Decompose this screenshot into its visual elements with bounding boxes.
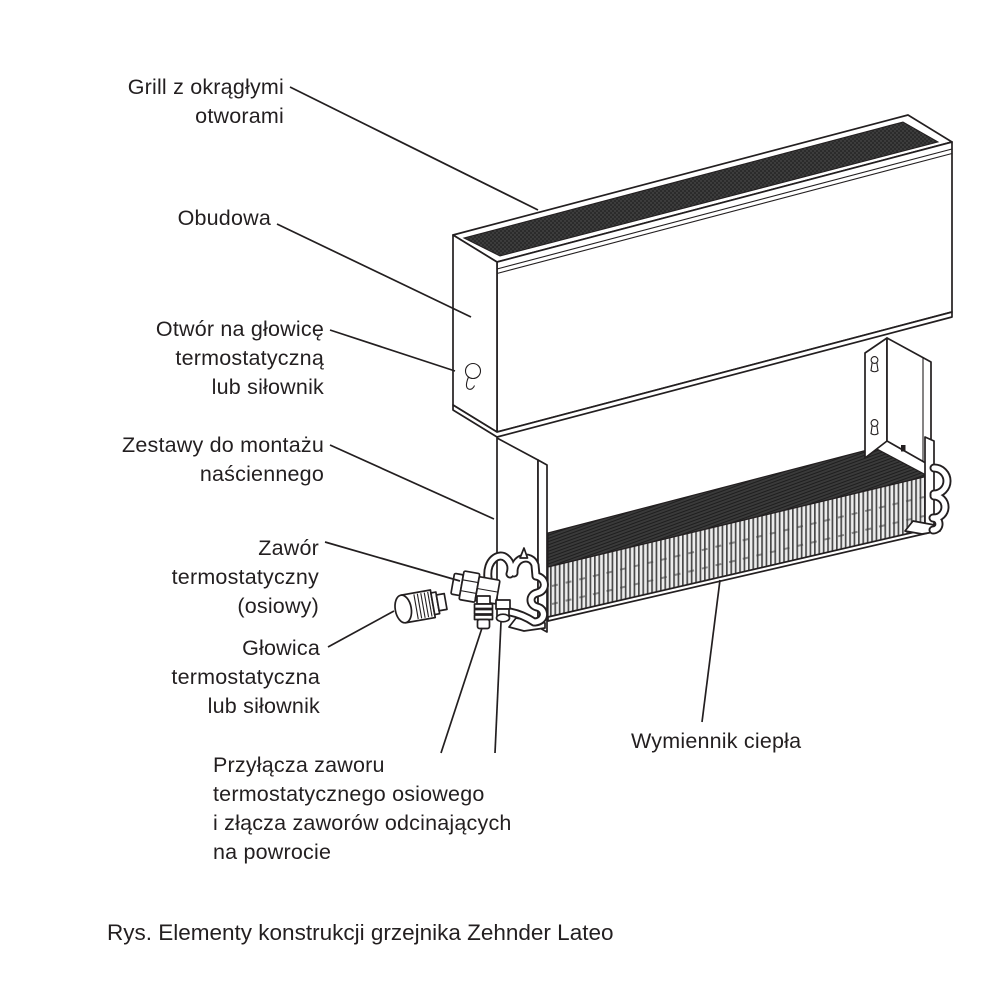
label-line: i złącza zaworów odcinających xyxy=(213,811,512,835)
leader-grill xyxy=(290,87,538,210)
leader-mounting xyxy=(330,445,494,519)
label-exchanger xyxy=(631,727,891,756)
thermostatic-valve xyxy=(450,569,500,606)
label-line: lub siłownik xyxy=(207,694,320,718)
label-line: Otwór na głowicę xyxy=(155,317,324,341)
casing-side-face xyxy=(453,235,497,432)
exchanger-u-bends xyxy=(933,468,947,530)
label-line: termostatyczny xyxy=(171,565,319,589)
leader-head xyxy=(328,611,394,647)
thermostatic-head xyxy=(393,588,448,624)
label-head xyxy=(40,634,320,721)
leader-connection-1 xyxy=(441,628,482,753)
label-line: termostatyczna xyxy=(171,665,320,689)
label-line: otworami xyxy=(195,104,284,128)
valve-connection-tail xyxy=(475,596,493,629)
label-valve xyxy=(40,534,319,621)
heat-exchanger xyxy=(548,448,928,621)
label-line: lub siłownik xyxy=(211,375,324,399)
label-line: Zestawy do montażu xyxy=(122,433,324,457)
label-line: Przyłącza zaworu xyxy=(213,753,385,777)
valve-connection-tail xyxy=(496,600,510,622)
bracket-slot xyxy=(901,445,906,452)
label-line: Obudowa xyxy=(177,206,271,230)
leader-casing xyxy=(277,224,471,317)
label-line: na powrocie xyxy=(213,840,332,864)
label-line: termostatycznego osiowego xyxy=(213,782,485,806)
label-casing xyxy=(40,204,271,233)
label-line: Wymiennik ciepła xyxy=(631,729,802,753)
label-grill xyxy=(40,73,284,131)
label-head-hole xyxy=(40,315,324,402)
leader-head-hole xyxy=(330,330,455,371)
leader-connection-2 xyxy=(495,622,501,753)
leader-exchanger xyxy=(702,580,720,722)
label-line: termostatyczną xyxy=(175,346,324,370)
label-line: Głowica xyxy=(242,636,320,660)
label-connections xyxy=(213,751,573,867)
label-line: Zawór xyxy=(258,536,319,560)
label-mounting xyxy=(40,431,324,489)
label-line: Grill z okrągłymi xyxy=(127,75,284,99)
leader-valve xyxy=(325,542,460,581)
figure-caption: Rys. Elementy konstrukcji grzejnika Zehnder Lateo xyxy=(107,920,614,945)
label-line: (osiowy) xyxy=(237,594,319,618)
label-line: naściennego xyxy=(199,462,324,486)
